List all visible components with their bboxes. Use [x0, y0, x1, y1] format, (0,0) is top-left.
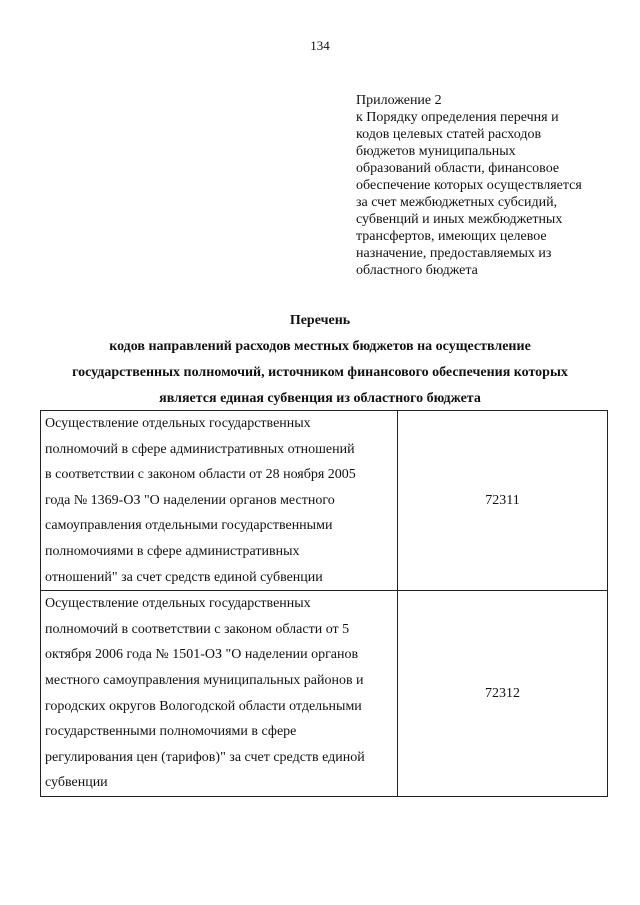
- description-line: субвенции: [45, 775, 108, 791]
- table-row: [41, 591, 608, 797]
- appendix-line: трансфертов, имеющих целевое: [356, 229, 547, 244]
- description-line: полномочий в сфере административных отношений: [45, 441, 355, 457]
- code-cell: 72312: [398, 591, 608, 797]
- title-line: является единая субвенция из областного бюджета: [159, 391, 481, 406]
- document-title: [0, 308, 640, 412]
- appendix-line: субвенций и иных межбюджетных: [356, 212, 563, 227]
- appendix-line: кодов целевых статей расходов: [356, 127, 542, 142]
- description-line: в соответствии с законом области от 28 ноября 2005: [45, 467, 356, 483]
- appendix-note: [356, 92, 626, 279]
- description-line: регулирования цен (тарифов)" за счет средств единой: [45, 749, 365, 765]
- description-line: полномочий в соответствии с законом области от 5: [45, 621, 350, 637]
- appendix-line: за счет межбюджетных субсидий,: [356, 195, 558, 210]
- title-line: Перечень: [289, 313, 351, 328]
- description-line: государственными полномочиями в сфере: [45, 724, 297, 740]
- appendix-line: к Порядку определения перечня и: [356, 110, 559, 125]
- codes-table: [40, 410, 608, 797]
- title-line: государственных полномочий, источником финансового обеспечения которых: [72, 365, 568, 380]
- description-line: городских округов Вологодской области отдельными: [45, 698, 362, 714]
- appendix-line: назначение, предоставляемых из: [356, 246, 552, 261]
- description-line: Осуществление отдельных государственных: [45, 416, 311, 431]
- description-cell: [41, 591, 398, 797]
- description-line: отношений" за счет средств единой субвенции: [45, 569, 323, 585]
- appendix-line: образований области, финансовое: [356, 161, 560, 176]
- description-line: полномочиями в сфере административных: [45, 543, 300, 559]
- table-row: [41, 411, 608, 591]
- description-line: года № 1369-ОЗ "О наделении органов местного: [45, 492, 335, 508]
- appendix-line: бюджетов муниципальных: [356, 144, 516, 159]
- description-line: Осуществление отдельных государственных: [45, 596, 311, 612]
- description-line: местного самоуправления муниципальных районов и: [45, 672, 364, 688]
- appendix-line: обеспечение которых осуществляется: [356, 178, 582, 193]
- description-cell: [41, 411, 398, 591]
- title-line: кодов направлений расходов местных бюджетов на осуществление: [109, 339, 531, 354]
- description-line: октября 2006 года № 1501-ОЗ "О наделении органов: [45, 647, 359, 663]
- appendix-line: Приложение 2: [356, 93, 442, 108]
- code-cell: 72311: [398, 411, 608, 591]
- appendix-line: областного бюджета: [356, 263, 478, 278]
- description-line: самоуправления отдельными государственными: [45, 518, 333, 534]
- page-number: 134: [310, 38, 330, 53]
